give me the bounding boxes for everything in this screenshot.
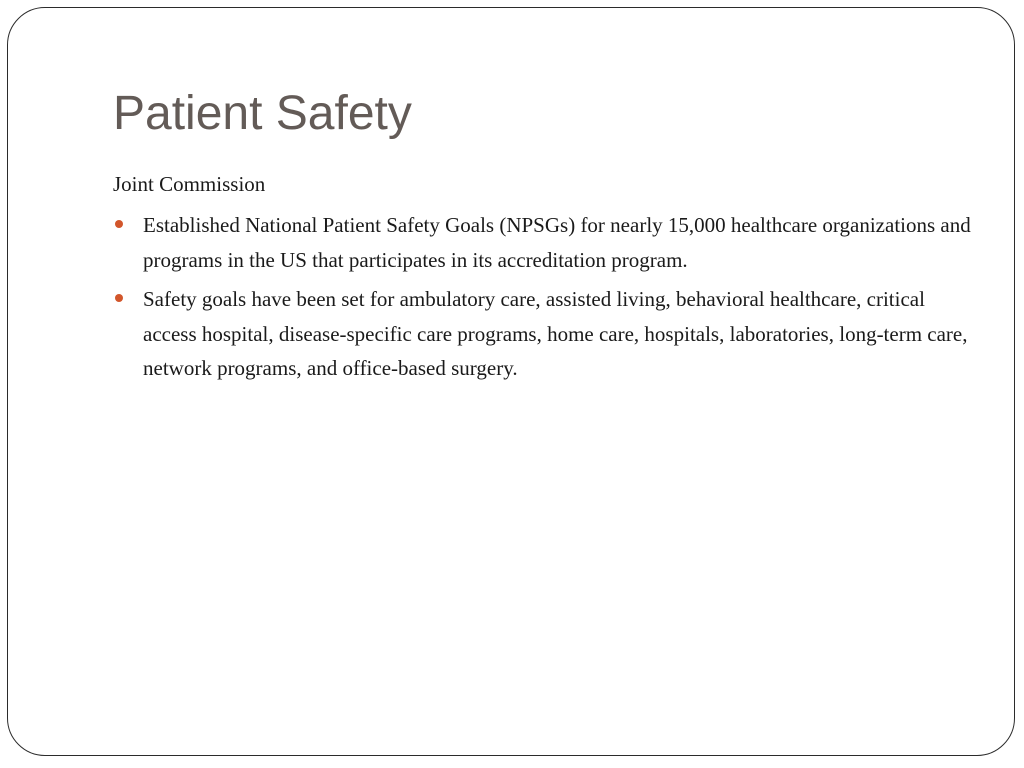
bullet-item [113,208,973,277]
bullet-list [113,208,973,386]
slide-title: Patient Safety [113,87,412,140]
bullet-dot-icon [115,220,123,228]
bullet-dot-icon [115,294,123,302]
slide-content [113,168,973,391]
bullet-item [113,282,973,386]
bullet-text: Safety goals have been set for ambulatory care, assisted living, behavioral healthcare, critical access hospital, disease-specific care programs, home care, hospitals, laboratories, long-term care, network programs, and office-based surgery. [143,287,968,380]
bullet-text: Established National Patient Safety Goals (NPSGs) for nearly 15,000 healthcare organizations and programs in the US that participates in its accreditation program. [143,213,971,272]
subheading: Joint Commission [113,172,266,196]
